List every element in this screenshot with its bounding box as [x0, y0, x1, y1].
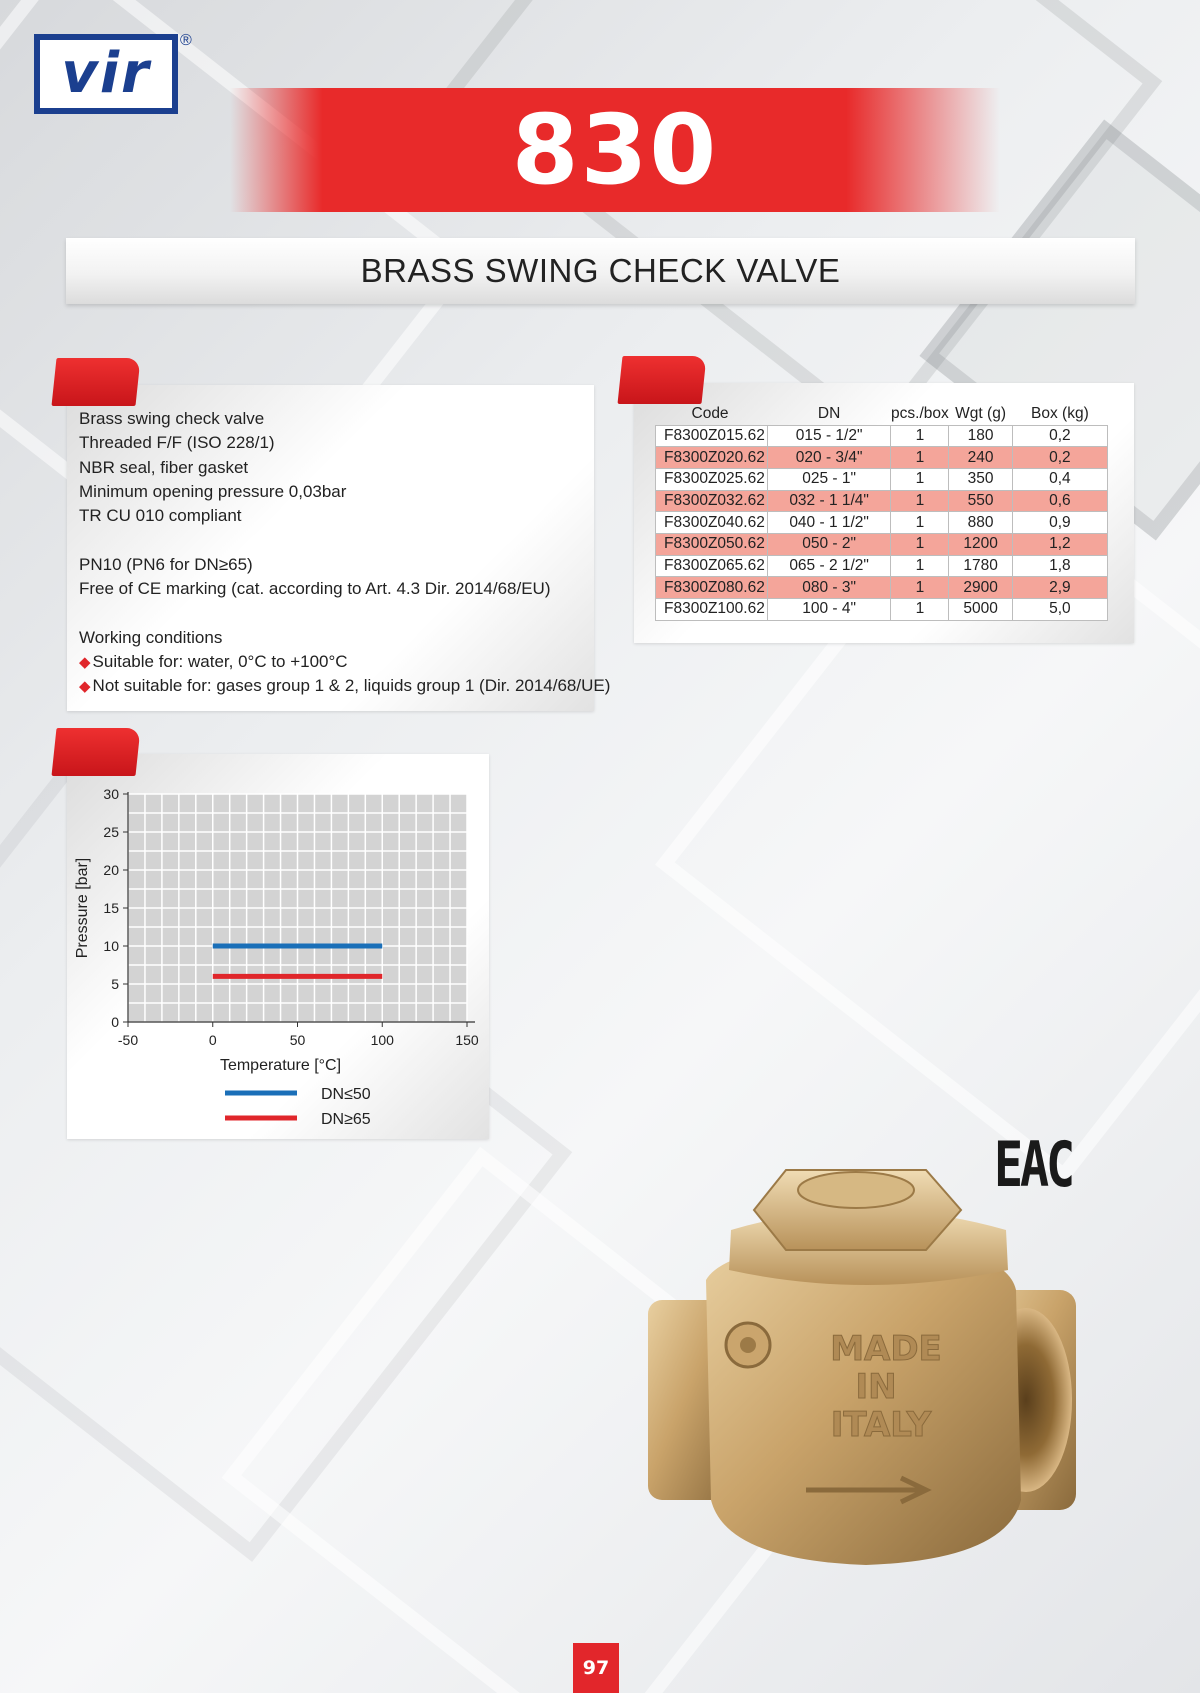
- vir-logo: [34, 34, 178, 114]
- table-row: [656, 447, 1108, 469]
- x-tick-label: -50: [117, 1032, 139, 1048]
- table-cell: F8300Z032.62: [656, 490, 768, 512]
- y-tick-label: 0: [111, 1014, 119, 1030]
- bullet-text: Not suitable for: gases group 1 & 2, liquids group 1 (Dir. 2014/68/UE): [92, 676, 611, 696]
- y-tick-label: 10: [103, 938, 119, 954]
- bullet-text: Suitable for: water, 0°C to +100°C: [92, 651, 348, 671]
- table-row: [656, 577, 1108, 599]
- description-line: NBR seal, fiber gasket: [79, 457, 249, 477]
- table-cell: 040 - 1 1/2": [767, 512, 891, 534]
- italy-label: ITALY: [830, 1405, 932, 1445]
- legend-label: DN≤50: [321, 1086, 371, 1103]
- table-cell: F8300Z025.62: [656, 468, 768, 490]
- working-conditions-title: Working conditions: [79, 627, 223, 647]
- x-axis-label: Temperature [°C]: [219, 1057, 342, 1074]
- table-cell: 1: [891, 490, 949, 512]
- working-condition-bullet: [79, 674, 611, 698]
- table-cell: 065 - 2 1/2": [767, 555, 891, 577]
- table-row: [656, 425, 1108, 447]
- table-cell: 080 - 3": [767, 577, 891, 599]
- table-cell: 880: [949, 512, 1012, 534]
- title-band: [230, 88, 1000, 212]
- section-tab-icon: [51, 358, 140, 406]
- y-tick-label: 30: [103, 786, 119, 802]
- table-cell: 1: [891, 447, 949, 469]
- section-tab-icon: [617, 356, 706, 404]
- table-cell: 020 - 3/4": [767, 447, 891, 469]
- table-cell: 5,0: [1012, 599, 1107, 621]
- table-cell: 100 - 4": [767, 599, 891, 621]
- model-number: 830: [511, 94, 719, 206]
- table-cell: 1: [891, 425, 949, 447]
- column-header: Box (kg): [1031, 404, 1089, 422]
- table-cell: 350: [949, 468, 1012, 490]
- table-cell: F8300Z065.62: [656, 555, 768, 577]
- table-cell: 2,9: [1012, 577, 1107, 599]
- x-tick-label: 150: [455, 1032, 479, 1048]
- table-header-row: [656, 403, 1108, 425]
- table-cell: 1780: [949, 555, 1012, 577]
- description-line: Brass swing check valve: [79, 409, 265, 428]
- eac-certification-mark: EAC: [994, 1128, 1072, 1201]
- description-text: [79, 407, 611, 699]
- description-line: Minimum opening pressure 0,03bar: [79, 481, 347, 501]
- red-diamond-icon: ◆: [79, 678, 91, 696]
- specs-table-panel: [634, 383, 1134, 643]
- in-label: IN: [855, 1367, 897, 1407]
- legend-label: DN≥65: [321, 1111, 371, 1128]
- column-header: pcs./box: [891, 404, 949, 422]
- pressure-temperature-chart: [67, 754, 489, 1139]
- y-tick-label: 5: [111, 976, 119, 992]
- description-line: TR CU 010 compliant: [79, 506, 242, 526]
- table-cell: 032 - 1 1/4": [767, 490, 891, 512]
- table-cell: F8300Z050.62: [656, 533, 768, 555]
- table-cell: 240: [949, 447, 1012, 469]
- x-tick-label: 50: [289, 1032, 306, 1048]
- table-cell: 0,2: [1012, 447, 1107, 469]
- x-tick-label: 100: [370, 1032, 394, 1048]
- table-cell: 1: [891, 468, 949, 490]
- made-label: MADE: [830, 1329, 942, 1369]
- description-line: Threaded F/F (ISO 228/1): [79, 433, 275, 453]
- working-condition-bullet: [79, 650, 589, 674]
- table-cell: 1200: [949, 533, 1012, 555]
- table-cell: 050 - 2": [767, 533, 891, 555]
- table-cell: 1,2: [1012, 533, 1107, 555]
- table-cell: 025 - 1": [767, 468, 891, 490]
- table-cell: F8300Z100.62: [656, 599, 768, 621]
- page-number: 97: [573, 1643, 619, 1693]
- pressure-line: PN10 (PN6 for DN≥65): [79, 554, 253, 574]
- section-tab-icon: [51, 728, 140, 776]
- table-cell: 550: [949, 490, 1012, 512]
- table-cell: 0,6: [1012, 490, 1107, 512]
- table-cell: 1: [891, 577, 949, 599]
- table-cell: 015 - 1/2": [767, 425, 891, 447]
- table-cell: 0,9: [1012, 512, 1107, 534]
- chart-panel: [67, 754, 489, 1139]
- product-title: BRASS SWING CHECK VALVE: [360, 252, 841, 289]
- table-row: [656, 533, 1108, 555]
- brass-check-valve-image: [636, 1160, 1096, 1570]
- y-tick-label: 15: [103, 900, 119, 916]
- registered-mark: ®: [180, 32, 192, 49]
- specs-table: [655, 403, 1108, 621]
- table-row: [656, 599, 1108, 621]
- column-header: Code: [691, 404, 729, 422]
- table-cell: 180: [949, 425, 1012, 447]
- table-row: [656, 468, 1108, 490]
- table-cell: 1: [891, 599, 949, 621]
- table-row: [656, 555, 1108, 577]
- table-cell: F8300Z020.62: [656, 447, 768, 469]
- column-header: Wgt (g): [955, 404, 1006, 422]
- subtitle-bar: [66, 238, 1135, 304]
- table-cell: 1: [891, 533, 949, 555]
- pressure-line: Free of CE marking (cat. according to Art. 4.3 Dir. 2014/68/EU): [79, 579, 551, 599]
- table-cell: 1: [891, 512, 949, 534]
- red-diamond-icon: ◆: [79, 653, 91, 671]
- table-cell: 0,2: [1012, 425, 1107, 447]
- description-panel: [67, 385, 611, 711]
- table-cell: 1: [891, 555, 949, 577]
- column-header: DN: [817, 404, 841, 422]
- table-cell: F8300Z080.62: [656, 577, 768, 599]
- table-cell: F8300Z015.62: [656, 425, 768, 447]
- y-tick-label: 25: [103, 824, 119, 840]
- table-row: [656, 512, 1108, 534]
- table-cell: 5000: [949, 599, 1012, 621]
- table-cell: 2900: [949, 577, 1012, 599]
- y-axis-label: Pressure [bar]: [74, 857, 91, 959]
- table-cell: 0,4: [1012, 468, 1107, 490]
- x-tick-label: 0: [208, 1032, 217, 1048]
- table-cell: 1,8: [1012, 555, 1107, 577]
- table-row: [656, 490, 1108, 512]
- logo-text: vir: [61, 41, 151, 106]
- table-cell: F8300Z040.62: [656, 512, 768, 534]
- y-tick-label: 20: [103, 862, 119, 878]
